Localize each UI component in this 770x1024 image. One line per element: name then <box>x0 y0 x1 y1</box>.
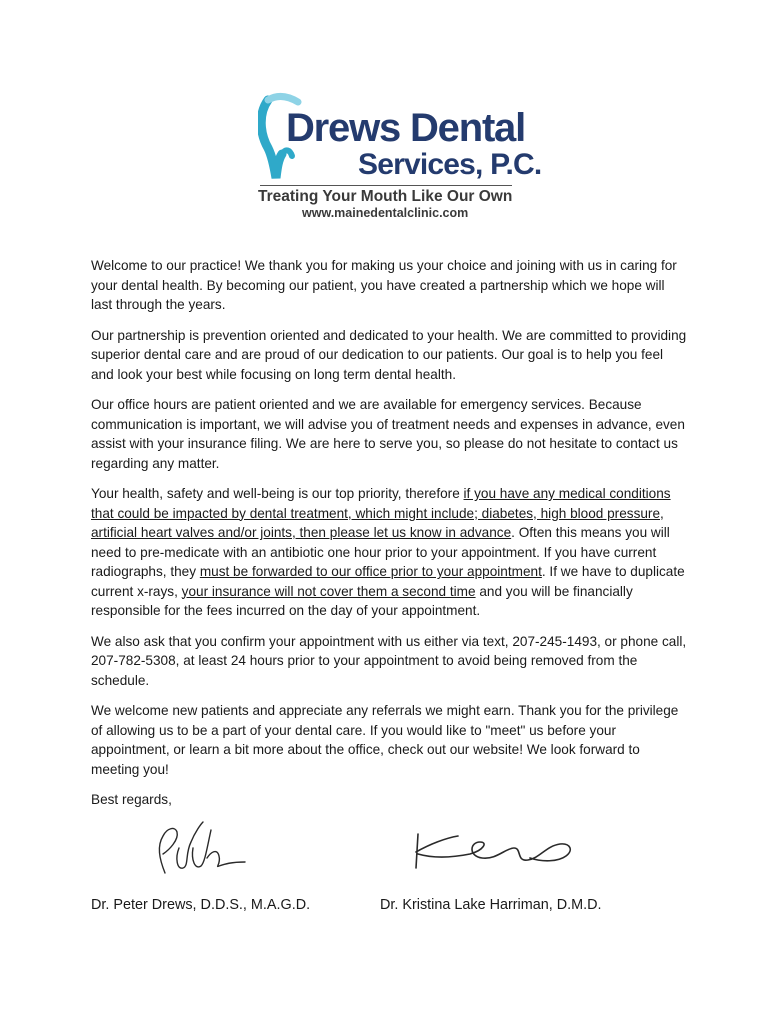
insurance-notice: your insurance will not cover them a second time <box>181 583 476 599</box>
health-text: and you will be financially responsible for the fees incurred on the day of your appointment. <box>91 583 633 618</box>
health-text: . Often this means you will need to pre-medicate with an antibiotic one hour prior to your appointment. If you have current radiographs, they <box>91 525 670 579</box>
paragraph-welcome: Welcome to our practice! We thank you for making us your choice and joining with us in caring for your dental health. By becoming our patient, you have created a partnership which we hope will last through the years. <box>91 258 677 312</box>
paragraph-office-hours: Our office hours are patient oriented and we are available for emergency services. Because communication is important, we will advise you of treatment needs and expenses in advance, even assist with your insurance filing. We are here to serve you, so please do not hesitate to contact us regarding any matter. <box>91 397 685 471</box>
brand-tagline: Treating Your Mouth Like Our Own <box>258 188 513 205</box>
paragraph-health-safety <box>91 484 687 621</box>
brand-subtitle: Services, P.C. <box>358 148 542 181</box>
paragraph-welcome-new-patients: We welcome new patients and appreciate any referrals we might earn. Thank you for the privilege of allowing us to be a part of your dental care. If you would like to "meet" us before your appointment, or learn a bit more about the office, check out our website! We look forward to meeting you! <box>91 703 679 777</box>
medical-conditions-notice: if you have any medical conditions that could be impacted by dental treatment, which might include; diabetes, high blood pressure, artificial heart valves and/or joints, then please let us know in advance <box>91 486 671 540</box>
signature-peter-drews <box>145 818 255 880</box>
health-text: Your health, safety and well-being is our top priority, therefore <box>91 486 464 501</box>
logo-divider <box>260 185 512 186</box>
health-text: . If we have to duplicate current x-rays, <box>91 564 685 599</box>
signer-name-right: Dr. Kristina Lake Harriman, D.M.D. <box>380 897 602 913</box>
letter-body <box>91 256 687 821</box>
signer-name-left: Dr. Peter Drews, D.D.S., M.A.G.D. <box>91 897 311 913</box>
practice-logo <box>250 86 542 226</box>
brand-name: Drews Dental <box>286 106 526 150</box>
radiographs-notice: must be forwarded to our office prior to your appointment <box>199 564 542 579</box>
closing-salutation: Best regards, <box>91 792 172 807</box>
signature-kristina-harriman <box>410 828 580 874</box>
brand-website: www.mainedentalclinic.com <box>302 206 469 220</box>
paragraph-partnership: Our partnership is prevention oriented and dedicated to your health. We are committed to providing superior dental care and are proud of our dedication to our patients. Our goal is to help you feel and look your best while focusing on long term dental health. <box>91 327 687 382</box>
paragraph-confirm-appointment: We also ask that you confirm your appointment with us either via text, 207-245-1493, or phone call, 207-782-5308, at least 24 hours prior to your appointment to avoid being removed from the schedule. <box>91 633 687 688</box>
